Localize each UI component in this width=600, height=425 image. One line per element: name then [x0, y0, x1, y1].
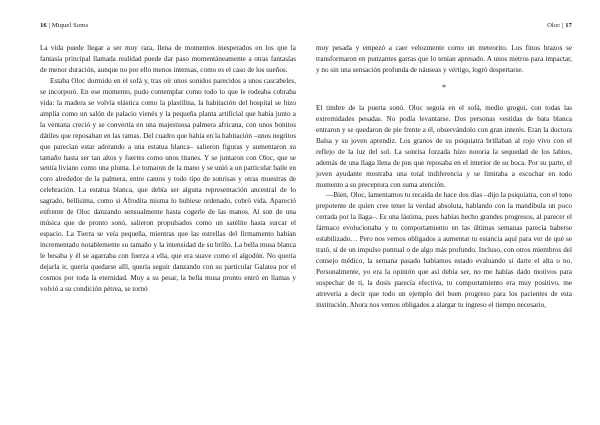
- paragraph-continuation: muy pesada y empezó a caer velozmente como un meteorito. Los finos brazos se transformaron en punzantes garras que lo tenían apresado. A unos metros para impactar, y no sin una sensación profunda de náuseas y vértigo, logró despertarse.: [316, 44, 572, 74]
- right-page-body: [316, 43, 572, 311]
- paragraph: —Bien, Oloc, lamentamos tu recaída de hace dos días –dijo la psiquiatra, con el tono prepotente de quien cree tener la verdad absoluta, hablando con la mandíbula un poco cerrada por la llaga–. Es una lástima, pues habías hecho grandes progresos, al parecer el fármaco evolucionaba y tu comportamiento en las últimas semanas parecía haberse estabilizado… Pero nos vemos obligados a aumentar tu estancia aquí para ver de qué se trató, si de un impulso puntual o de algo más profundo. Incluso, con otros miembros del consejo médico, la semana pasado habíamos estado evaluando si darte el alta o no. Personalmente, yo era la opinión que así debía ser, no me habías dado motivos para sospechar de ti, la dosis parecía efectiva, tu comportamiento era muy positivo, me atrevería a decir que todo un ejemplo del buen progreso para los pacientes de esta institución. Ahora nos vemos obligados a alargar tu ingreso el tiempo necesario,: [316, 191, 572, 310]
- paragraph: Estaba Oloc dormido en el sofá y, tras oír unos sonidos parecidos a unos cascabeles, se incorporó. En ese momento, pudo contemplar como todo lo que le rodeaba cobraba vida: la madera se volvía elástica como la plastilina, la habitación del hospital se hizo amplia como un salón de palacio vienés y la pequeña planta artificial que había junto a la ventana creció y se convertía en una majestuosa palmera africana, con unos bonitos dátiles que reposaban en las ramas. Del cuadro que había en la habitación –unos negritos que parecían estar adorando a una estatua blanca– salieron figuras y aumentaron su tamaño hasta ser tan altos y fuertes como unos titanes. Y se juntaron con Oloc, que se sentía liviano como una pluma. Le tomaron de la mano y se unió a un particular baile en coro alrededor de la palmera, entre cantos y todo tipo de sonrisas y otras muestras de celebración. La estatua blanca, que debía ser alguna representación ancestral de lo sagrado, bellísima, como si Afrodita misma lo hubiese ordenado, cobró vida. Apareció enfrente de Oloc danzando sensualmente hasta cogerle de las manos. Al son de una música que de pronto sonó, salieron propulsados como un satélite hasta surcar el espacio. La Tierra se veía pequeña, mientras que las estrellas del firmamento habían incrementado notablemente su tamaño y la intensidad de su brillo. La bella musa blanca le besaba y él se agarraba con fuerza a ella, que era suave como el algodón. No quería dejarla ir, quería quedarse allí, quería seguir danzando con su particular Galatea por el cosmos por toda la eternidad. Muy a su pesar, la bella musa pronto entró en llamas y volvió a su condición pétrea, se tornó: [40, 76, 296, 293]
- header-separator: |: [48, 22, 50, 29]
- right-running-header: [316, 22, 572, 34]
- paragraph: El timbre de la puerta sonó. Oloc seguía en el sofá, medio grogui, con todas las extremidades pesadas. No podía levantarse. Dos personas vestidas de bata blanca entraron y se quedaron de pie frente a él, observándolo con gran interés. Eran la doctora Balsa y su joven aprendiz. Los granos de su psiquiatra brillaban al rojo vivo con el reflejo de la luz del sol. La sonrisa forzada hizo notoria la sequedad de los labios, además de una llaga llena de pus que reposaba en el interior de su boca. Por su parte, el joven ayudante mostraba una total indiferencia y se limitaba a escuchar en todo momento a su preceptora con suma atención.: [316, 103, 572, 189]
- author-name: Miquel Soms: [51, 22, 89, 29]
- book-title: Oloc: [547, 22, 561, 29]
- left-running-header: [40, 22, 296, 34]
- header-separator: |: [562, 22, 564, 29]
- left-page-body: [40, 43, 296, 295]
- paragraph: La vida puede llegar a ser muy rara, llena de momentos inesperados en los que la fantasía principal llamada realidad puede dar paso momentáneamente a otras fantasías de menor duración, aunque no por ello menos intensas, como es el caso de los sueños.: [40, 44, 296, 74]
- left-page-number: 16: [40, 22, 47, 29]
- section-break-asterisk: *: [442, 82, 446, 92]
- right-page-number: 17: [565, 22, 572, 29]
